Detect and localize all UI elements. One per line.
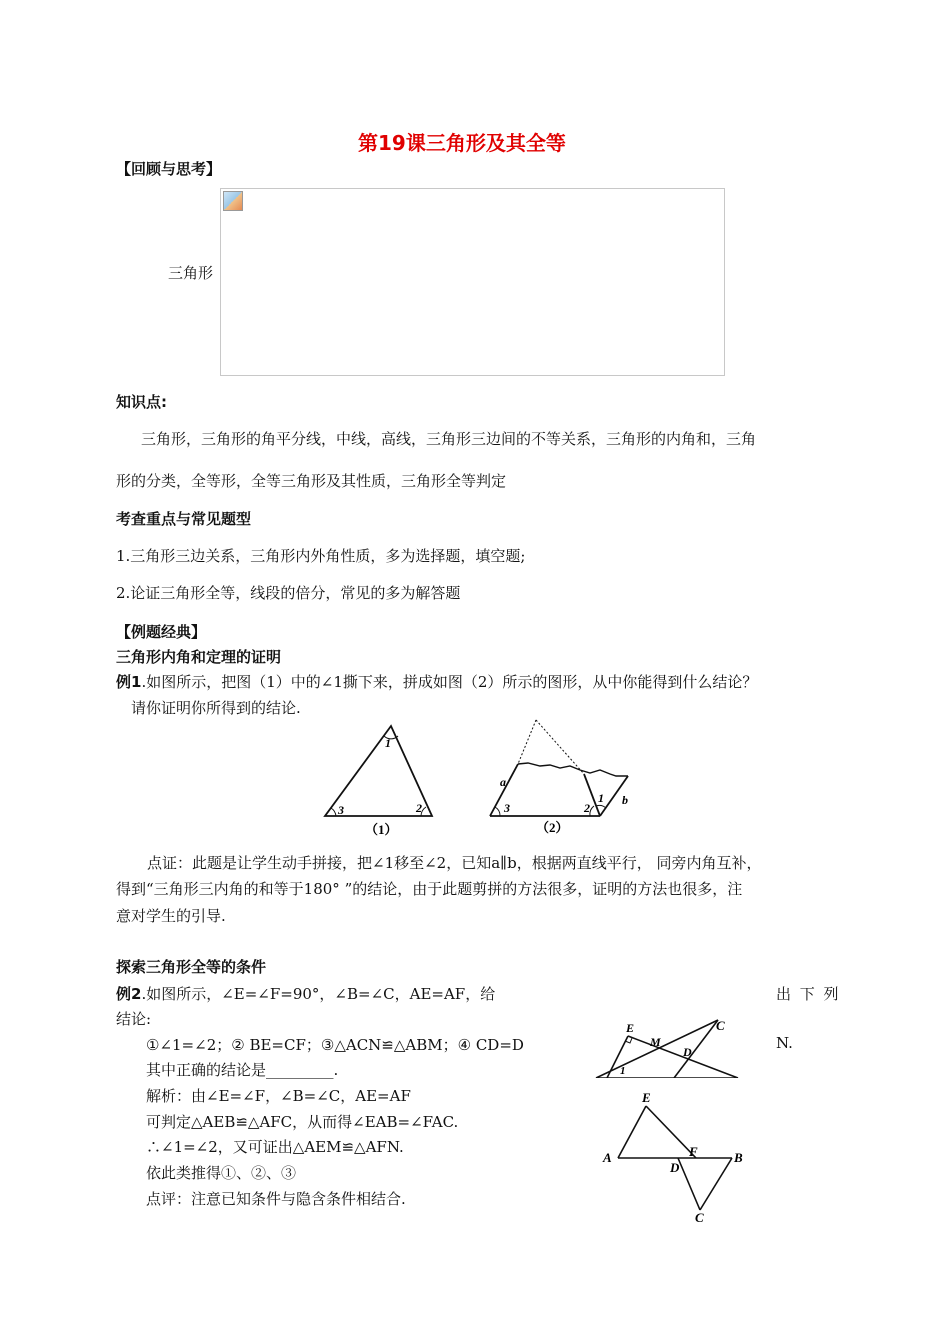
example-subheading-2: 探索三角形全等的条件 <box>116 958 267 976</box>
figure-4-diagram <box>598 1088 778 1224</box>
example-subheading-1: 三角形内角和定理的证明 <box>116 648 282 666</box>
fig2-angle-1: 1 <box>598 791 604 805</box>
example-2-line-3-tail: N. <box>776 1034 793 1052</box>
fig4-label-F: F <box>689 1144 698 1159</box>
figure-3-diagram <box>588 1016 756 1078</box>
example-1-text: .如图所示，把图（1）中的∠1撕下来，拼成如图（2）所示的图形，从中你能得到什么结论？ <box>141 673 758 691</box>
fig3-label-1: 1 <box>620 1065 626 1077</box>
example-1-comment-line-2: 得到“三角形三内角的和等于180° ”的结论，由于此题剪拼的方法很多，证明的方法也很多，注 <box>116 880 743 898</box>
fig1-label: （1） <box>365 822 398 837</box>
example-2-line-9: 点评：注意已知条件与隐含条件相结合. <box>146 1190 406 1208</box>
fig4-label-D: D <box>670 1160 680 1175</box>
example-1-comment-line-1: 点证：此题是让学生动手拼接，把∠1移至∠2，已知a∥b，根据两直线平行， 同旁内角互补， <box>147 854 762 872</box>
page-title: 第19课三角形及其全等 <box>358 131 566 155</box>
example-2-line-6: 可判定△AEB≌△AFC，从而得∠EAB=∠FAC. <box>146 1113 459 1131</box>
example-1-label: 例1 <box>116 673 142 691</box>
example-2-line-1 <box>116 983 495 1004</box>
fig2-angle-3: 3 <box>504 801 510 815</box>
fig1-angle-2: 2 <box>416 801 422 815</box>
fig4-label-C: C <box>695 1210 704 1225</box>
focus-item-2: 2.论证三角形全等，线段的倍分，常见的多为解答题 <box>116 584 461 602</box>
figure-3-container <box>588 1016 756 1078</box>
example-2-line-7: ∴∠1=∠2，又可证出△AEM≌△AFN. <box>146 1138 404 1156</box>
example-2-line-5: 解析：由∠E=∠F，∠B=∠C，AE=AF <box>146 1087 411 1105</box>
fig2-angle-2: 2 <box>584 801 590 815</box>
fig2-line-b: b <box>622 793 628 807</box>
focus-item-1: 1.三角形三边关系，三角形内外角性质，多为选择题，填空题; <box>116 547 526 565</box>
review-diagram-label: 三角形 <box>168 264 214 282</box>
knowledge-line-1: 三角形，三角形的角平分线，中线，高线，三角形三边间的不等关系，三角形的内角和，三角 <box>141 430 757 448</box>
fig4-label-B: B <box>734 1150 743 1165</box>
example-2-label: 例2 <box>116 985 142 1003</box>
fig2-label: （2） <box>536 820 569 835</box>
figure-1-triangle <box>318 720 443 840</box>
fig1-angle-3: 3 <box>338 803 344 817</box>
fig3-label-E: E <box>626 1021 635 1035</box>
review-diagram-frame <box>220 188 725 376</box>
fig3-label-M: M <box>650 1035 661 1049</box>
fig3-label-C: C <box>716 1018 725 1033</box>
example-2-line-4: 其中正确的结论是_________. <box>146 1061 339 1079</box>
example-2-line-2: 结论: <box>116 1010 152 1028</box>
example-2-text: .如图所示，∠E=∠F=90°，∠B=∠C，AE=AF，给 <box>141 985 496 1003</box>
example-2-line-1-tail: 出 下 列 <box>776 985 841 1003</box>
example-1-line-2: 请你证明你所得到的结论. <box>131 699 301 717</box>
fig4-label-E: E <box>642 1090 651 1105</box>
examples-heading: 【例题经典】 <box>116 623 207 641</box>
example-2-line-8: 依此类推得①、②、③ <box>146 1164 297 1182</box>
broken-image-icon <box>223 191 243 211</box>
fig2-line-a: a <box>500 775 506 789</box>
focus-heading: 考查重点与常见题型 <box>116 510 252 528</box>
knowledge-line-2: 形的分类，全等形，全等三角形及其性质，三角形全等判定 <box>116 472 507 490</box>
fig1-angle-1: 1 <box>385 736 391 750</box>
knowledge-heading: 知识点: <box>116 393 167 411</box>
review-heading: 【回顾与思考】 <box>116 160 222 178</box>
example-2-line-3: ①∠1=∠2；② BE=CF；③△ACN≌△ABM；④ CD=D <box>146 1036 524 1054</box>
example-1-comment-line-3: 意对学生的引导. <box>116 907 226 925</box>
fig4-label-A: A <box>603 1150 612 1165</box>
figure-2-rearranged <box>488 718 638 840</box>
example-1-line-1 <box>116 671 757 692</box>
fig3-label-D: D <box>683 1045 692 1059</box>
